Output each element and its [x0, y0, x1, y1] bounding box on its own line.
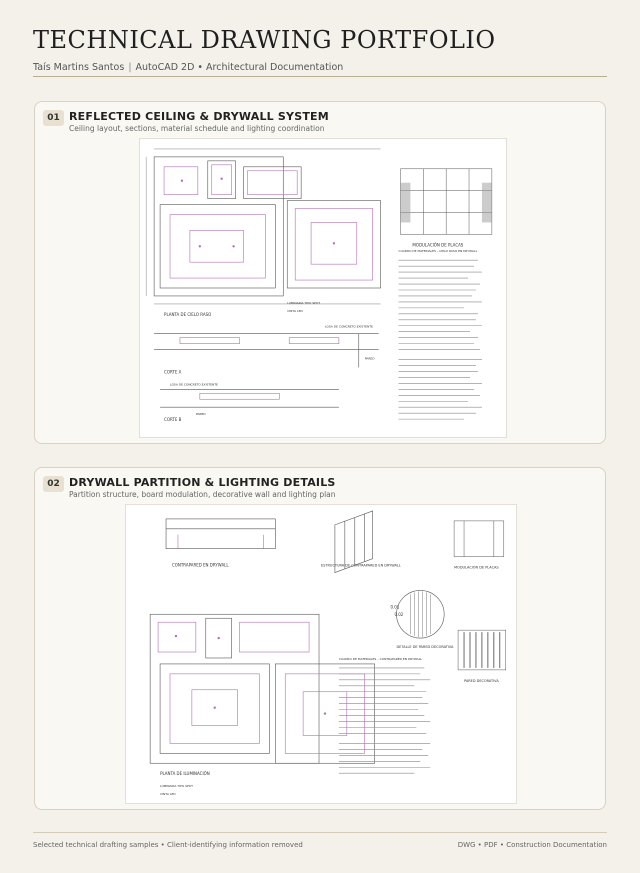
author-name: Taís Martins Santos — [33, 62, 125, 73]
svg-text:LUMINARIA TIPO SPOT: LUMINARIA TIPO SPOT — [160, 784, 193, 789]
decor-detail-label: DETALLE DE PARED DECORATIVA — [396, 645, 454, 650]
page-footer — [33, 832, 607, 849]
partition-modulation — [454, 521, 504, 557]
decor-wall-label: PARED DECORATIVA — [464, 678, 499, 683]
svg-text:LOSA DE CONCRETO EXISTENTE: LOSA DE CONCRETO EXISTENTE — [170, 382, 218, 387]
section-card-ceiling — [34, 101, 606, 444]
section-description: Ceiling layout, sections, material schedule and lighting coordination — [69, 124, 325, 133]
ceiling-drawing-sheet[interactable] — [139, 138, 507, 438]
partition-label: CONTRAPARED EN DRYWALL — [172, 562, 229, 568]
section-title: DRYWALL PARTITION & LIGHTING DETAILS — [69, 476, 336, 489]
software-info: AutoCAD 2D • Architectural Documentation — [135, 62, 344, 73]
section-description: Partition structure, board modulation, decorative wall and lighting plan — [69, 490, 336, 499]
svg-text:0.01: 0.01 — [390, 604, 400, 610]
lighting-plan-label: PLANTA DE ILUMINACIÓN — [160, 771, 210, 777]
modulation-label: MODULACIÓN DE PLACAS — [454, 565, 499, 570]
partition-drawing-sheet[interactable] — [125, 504, 517, 804]
section-b-label: CORTE B — [164, 417, 182, 423]
ceiling-plan-label: PLANTA DE CIELO RASO — [164, 311, 212, 317]
svg-text:LOSA DE CONCRETO EXISTENTE: LOSA DE CONCRETO EXISTENTE — [324, 324, 373, 329]
page-title: TECHNICAL DRAWING PORTFOLIO — [33, 26, 496, 54]
page-subtitle — [33, 62, 607, 73]
section-card-partition — [34, 467, 606, 810]
svg-text:PARED: PARED — [364, 356, 375, 361]
svg-text:CINTA LED: CINTA LED — [160, 792, 176, 797]
svg-text:CINTA LED: CINTA LED — [287, 308, 303, 313]
ceiling-drawing — [140, 139, 506, 437]
materials-schedule-title: CUADRO DE MATERIALES – CIELO RASO EN DRYWALL — [398, 249, 478, 254]
modulation-label: MODULACIÓN DE PLACAS — [412, 242, 464, 248]
ceiling-plan-outline — [154, 157, 283, 296]
section-a-label: CORTE A — [164, 369, 182, 375]
section-number-badge: 02 — [43, 476, 64, 492]
materials-schedule-title: CUADRO DE MATERIALES – CONTRAPARED EN DRYWALL — [338, 656, 423, 661]
footer-formats: DWG • PDF • Construction Documentation — [457, 841, 607, 849]
structure-label: ESTRUCTURA DE CONTRAPARED EN DRYWALL — [321, 563, 401, 568]
section-number-badge: 01 — [43, 110, 64, 126]
footer-note: Selected technical drafting samples • Client-identifying information removed — [33, 841, 303, 849]
svg-text:LUMINARIA TIPO SPOT: LUMINARIA TIPO SPOT — [287, 300, 321, 305]
svg-text:0.02: 0.02 — [394, 612, 404, 618]
partition-drawing — [126, 505, 516, 803]
section-title: REFLECTED CEILING & DRYWALL SYSTEM — [69, 110, 329, 123]
header-divider — [33, 76, 607, 77]
separator: | — [128, 62, 132, 73]
decorative-detail-circle — [396, 590, 444, 638]
page-header — [33, 26, 607, 73]
partition-elevation — [166, 519, 275, 549]
svg-text:PARED: PARED — [195, 412, 206, 417]
